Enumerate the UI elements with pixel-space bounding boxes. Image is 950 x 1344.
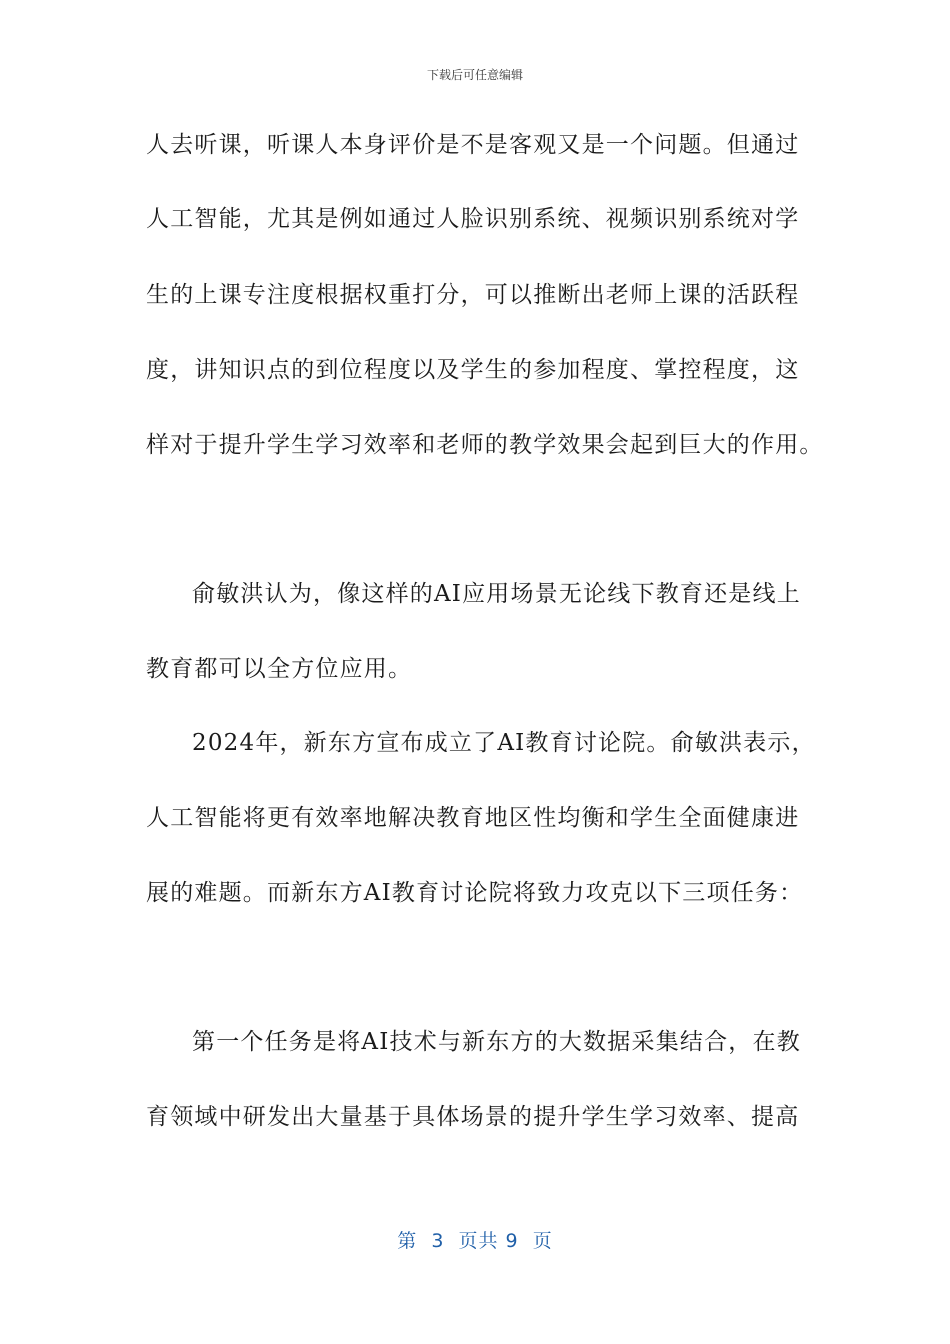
paragraph-line: 样对于提升学生学习效率和老师的教学效果会起到巨大的作用。 <box>146 432 824 458</box>
paragraph-line: 人去听课，听课人本身评价是不是客观又是一个问题。但通过 <box>146 132 800 158</box>
paragraph-line: 2024年，新东方宣布成立了AI教育讨论院。俞敏洪表示， <box>192 730 816 756</box>
paragraph-line: 育领域中研发出大量基于具体场景的提升学生学习效率、提高 <box>146 1104 800 1130</box>
paragraph-line: 第一个任务是将AI技术与新东方的大数据采集结合，在教 <box>192 1029 801 1055</box>
paragraph-line: 教育都可以全方位应用。 <box>146 656 413 682</box>
paragraph-line: 度，讲知识点的到位程度以及学生的参加程度、掌控程度，这 <box>146 357 800 383</box>
paragraph-line: 展的难题。而新东方AI教育讨论院将致力攻克以下三项任务： <box>146 880 804 906</box>
paragraph-line: 生的上课专注度根据权重打分，可以推断出老师上课的活跃程 <box>146 282 800 308</box>
paragraph-line: 俞敏洪认为，像这样的AI应用场景无论线下教育还是线上 <box>192 581 801 607</box>
page-indicator: 第 3 页共 9 页 <box>397 1230 553 1252</box>
paragraph-line: 人工智能将更有效率地解决教育地区性均衡和学生全面健康进 <box>146 805 800 831</box>
paragraph-line: 人工智能，尤其是例如通过人脸识别系统、视频识别系统对学 <box>146 206 800 232</box>
header-note: 下载后可任意编辑 <box>426 68 523 82</box>
